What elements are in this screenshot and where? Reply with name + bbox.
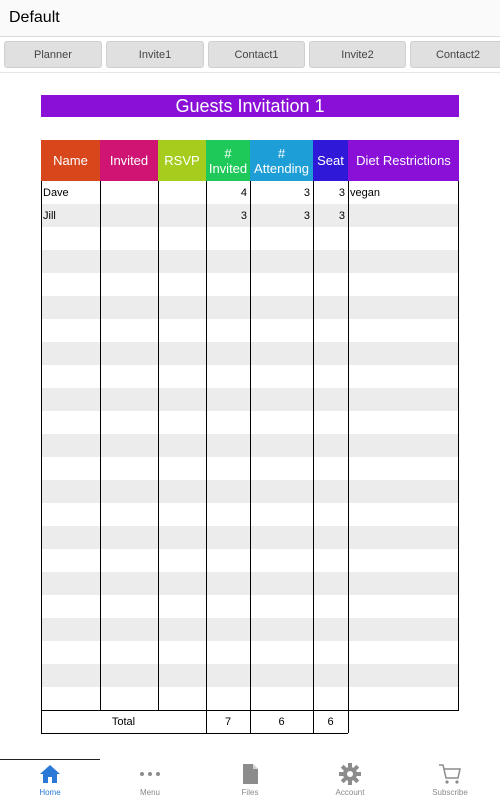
cell-num-invited[interactable] [206,664,250,687]
cell-rsvp[interactable] [158,595,206,618]
cell-diet[interactable] [348,457,459,480]
cell-diet[interactable] [348,342,459,365]
cell-rsvp[interactable] [158,296,206,319]
cell-rsvp[interactable] [158,388,206,411]
cell-num-attending[interactable] [250,434,313,457]
header-rsvp: RSVP [158,140,206,181]
cell-name[interactable] [41,273,100,296]
cell-invited[interactable] [100,342,158,365]
cell-diet[interactable] [348,296,459,319]
cell-num-attending[interactable]: 3 [303,186,310,199]
cell-name[interactable]: Jill [43,209,56,222]
cell-num-invited[interactable] [206,411,250,434]
cell-num-attending[interactable] [250,273,313,296]
cell-seat[interactable] [313,503,348,526]
cell-invited[interactable] [100,664,158,687]
nav-subscribe[interactable] [400,762,500,800]
cell-rsvp[interactable] [158,250,206,273]
cell-rsvp[interactable] [158,273,206,296]
cell-name[interactable] [41,641,100,664]
cell-diet[interactable] [348,388,459,411]
active-tab-indicator [0,759,100,760]
cell-num-attending[interactable] [250,227,313,250]
cell-rsvp[interactable] [158,503,206,526]
cell-invited[interactable] [100,480,158,503]
cell-diet[interactable] [348,549,459,572]
header-diet: Diet Restrictions [348,140,459,181]
cell-num-invited[interactable] [206,296,250,319]
cell-diet[interactable] [348,595,459,618]
cell-invited[interactable] [100,618,158,641]
cell-invited[interactable] [100,411,158,434]
total-seat: 6 [327,715,334,728]
total-invited: 7 [224,715,232,728]
cell-num-attending[interactable] [250,526,313,549]
total-attending: 6 [278,715,285,728]
column-divider [100,181,101,710]
cell-invited[interactable] [100,457,158,480]
cell-seat[interactable] [313,365,348,388]
cell-seat[interactable] [313,480,348,503]
cell-diet[interactable] [348,204,459,227]
cell-invited[interactable] [100,296,158,319]
cell-name[interactable]: Dave [43,186,69,199]
cell-seat[interactable] [313,595,348,618]
app-title: Default [9,9,60,26]
cell-seat[interactable] [313,434,348,457]
cell-num-attending[interactable] [250,549,313,572]
cell-diet[interactable] [348,618,459,641]
cell-invited[interactable] [100,595,158,618]
cell-seat[interactable]: 3 [338,209,345,222]
cell-num-attending[interactable] [250,572,313,595]
cell-rsvp[interactable] [158,204,206,227]
cell-diet[interactable] [348,411,459,434]
cell-diet[interactable] [348,526,459,549]
header-name: Name [41,140,100,181]
cell-num-attending[interactable] [250,457,313,480]
cell-num-attending[interactable] [250,250,313,273]
column-divider [458,181,459,710]
cell-diet[interactable] [348,572,459,595]
cell-num-invited[interactable] [206,273,250,296]
cell-num-attending[interactable] [250,411,313,434]
cell-rsvp[interactable] [158,342,206,365]
cell-rsvp[interactable] [158,434,206,457]
cell-name[interactable] [41,365,100,388]
cell-rsvp[interactable] [158,181,206,204]
tab-invite1[interactable]: Invite1 [106,41,204,68]
bottom-nav [0,759,500,800]
header-num-invited: # Invited [206,140,250,181]
menu-dots-icon [139,762,161,786]
cell-num-attending[interactable] [250,319,313,342]
cell-name[interactable] [41,503,100,526]
nav-menu[interactable] [100,762,200,800]
nav-label: Home [39,788,61,797]
home-icon [39,762,61,786]
cell-num-invited[interactable] [206,503,250,526]
column-divider [206,181,207,710]
cell-num-invited[interactable] [206,365,250,388]
cell-seat[interactable] [313,526,348,549]
header-invited: Invited [100,140,158,181]
nav-label: Account [335,788,365,797]
cell-invited[interactable] [100,365,158,388]
cell-diet[interactable] [348,503,459,526]
cell-seat[interactable] [313,319,348,342]
cell-num-attending[interactable] [250,641,313,664]
cell-invited[interactable] [100,503,158,526]
cell-num-attending[interactable]: 3 [303,209,310,222]
cell-seat[interactable] [313,273,348,296]
cell-num-attending[interactable] [250,342,313,365]
cell-name[interactable] [41,342,100,365]
cell-name[interactable] [41,457,100,480]
cell-invited[interactable] [100,273,158,296]
cell-rsvp[interactable] [158,227,206,250]
cell-invited[interactable] [100,181,158,204]
tab-contact1[interactable]: Contact1 [208,41,305,68]
header-num-attending: # Attending [250,140,313,181]
cell-name[interactable] [41,572,100,595]
cell-diet[interactable] [348,641,459,664]
cell-diet[interactable] [348,319,459,342]
cell-num-invited[interactable] [206,641,250,664]
cell-num-invited[interactable] [206,687,250,710]
nav-account[interactable] [300,762,400,800]
cell-invited[interactable] [100,388,158,411]
cell-invited[interactable] [100,526,158,549]
cell-name[interactable] [41,434,100,457]
cell-seat[interactable] [313,411,348,434]
nav-label: Subscribe [432,788,468,797]
cell-num-invited[interactable] [206,434,250,457]
cell-rsvp[interactable] [158,641,206,664]
nav-label: Files [241,788,259,797]
cell-name[interactable] [41,388,100,411]
column-divider [41,181,42,710]
total-label: Total [111,715,136,728]
cell-rsvp[interactable] [158,664,206,687]
cell-num-invited[interactable]: 4 [240,186,247,199]
cell-invited[interactable] [100,204,158,227]
cell-num-invited[interactable] [206,572,250,595]
cell-seat[interactable] [313,549,348,572]
total-divider [348,710,349,733]
cell-seat[interactable] [313,250,348,273]
cell-rsvp[interactable] [158,457,206,480]
total-bottom-border [41,733,348,734]
cell-num-invited[interactable] [206,549,250,572]
cell-name[interactable] [41,411,100,434]
header-seat: Seat [313,140,348,181]
cell-seat[interactable] [313,687,348,710]
cell-num-invited[interactable] [206,250,250,273]
cell-diet[interactable]: vegan [350,186,380,199]
cell-rsvp[interactable] [158,319,206,342]
cell-diet[interactable] [348,480,459,503]
cell-num-attending[interactable] [250,388,313,411]
cell-rsvp[interactable] [158,572,206,595]
cell-invited[interactable] [100,434,158,457]
cell-num-invited[interactable]: 3 [240,209,247,222]
column-divider [250,181,251,710]
cell-diet[interactable] [348,664,459,687]
cell-diet[interactable] [348,273,459,296]
cell-num-attending[interactable] [250,480,313,503]
cell-rsvp[interactable] [158,411,206,434]
gear-icon [339,762,361,786]
cell-num-invited[interactable] [206,526,250,549]
cell-num-invited[interactable] [206,319,250,342]
cell-name[interactable] [41,480,100,503]
cell-num-invited[interactable] [206,388,250,411]
cell-name[interactable] [41,687,100,710]
cell-seat[interactable] [313,641,348,664]
cell-num-attending[interactable] [250,687,313,710]
cell-invited[interactable] [100,319,158,342]
cell-num-invited[interactable] [206,457,250,480]
cell-diet[interactable] [348,250,459,273]
cell-seat[interactable] [313,342,348,365]
cell-invited[interactable] [100,227,158,250]
cell-num-invited[interactable] [206,227,250,250]
tab-contact2[interactable]: Contact2 [410,41,500,68]
nav-label: Menu [139,788,160,797]
cell-name[interactable] [41,526,100,549]
cell-name[interactable] [41,618,100,641]
cell-seat[interactable] [313,296,348,319]
cell-num-attending[interactable] [250,595,313,618]
cell-diet[interactable] [348,687,459,710]
cell-num-invited[interactable] [206,342,250,365]
file-icon [241,762,259,786]
cell-num-attending[interactable] [250,618,313,641]
cell-seat[interactable] [313,572,348,595]
cell-invited[interactable] [100,687,158,710]
cell-rsvp[interactable] [158,526,206,549]
cell-seat[interactable] [313,388,348,411]
cell-rsvp[interactable] [158,365,206,388]
cell-num-attending[interactable] [250,365,313,388]
top-bar [0,0,500,37]
cell-num-invited[interactable] [206,480,250,503]
cell-diet[interactable] [348,434,459,457]
cell-seat[interactable]: 3 [338,186,345,199]
cell-num-attending[interactable] [250,664,313,687]
cell-name[interactable] [41,595,100,618]
cell-name[interactable] [41,296,100,319]
cell-name[interactable] [41,250,100,273]
cell-invited[interactable] [100,250,158,273]
nav-files[interactable] [200,762,300,800]
sheet-tabs [0,37,500,73]
cell-diet[interactable] [348,227,459,250]
cell-name[interactable] [41,549,100,572]
cell-seat[interactable] [313,457,348,480]
sheet-title: Guests Invitation 1 [41,95,459,117]
cart-icon [438,762,462,786]
nav-home[interactable] [0,762,100,800]
tab-planner[interactable]: Planner [4,41,102,68]
cell-invited[interactable] [100,572,158,595]
cell-invited[interactable] [100,549,158,572]
cell-name[interactable] [41,227,100,250]
cell-rsvp[interactable] [158,480,206,503]
cell-num-invited[interactable] [206,618,250,641]
cell-rsvp[interactable] [158,549,206,572]
cell-invited[interactable] [100,641,158,664]
cell-num-attending[interactable] [250,296,313,319]
cell-num-attending[interactable] [250,503,313,526]
cell-rsvp[interactable] [158,618,206,641]
cell-diet[interactable] [348,365,459,388]
cell-seat[interactable] [313,227,348,250]
column-divider [348,181,349,710]
cell-num-invited[interactable] [206,595,250,618]
cell-name[interactable] [41,319,100,342]
column-divider [158,181,159,710]
cell-seat[interactable] [313,618,348,641]
tab-invite2[interactable]: Invite2 [309,41,406,68]
cell-seat[interactable] [313,664,348,687]
cell-rsvp[interactable] [158,687,206,710]
column-divider [313,181,314,710]
cell-name[interactable] [41,664,100,687]
